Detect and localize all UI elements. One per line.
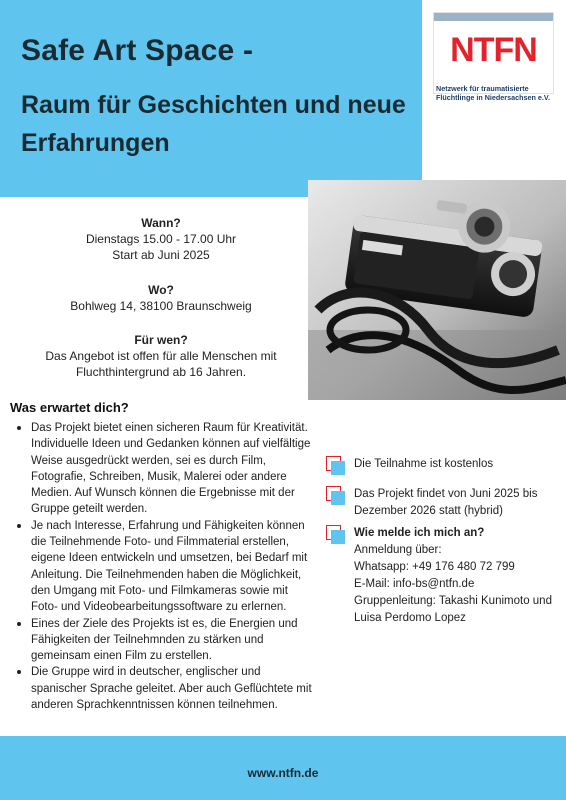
info-when xyxy=(16,215,306,263)
info-where xyxy=(16,282,306,314)
logo-frame xyxy=(433,12,554,94)
period-item xyxy=(326,486,561,526)
page-subtitle: Raum für Geschichten und neue Erfahrungen xyxy=(21,91,406,157)
info-who xyxy=(26,332,296,380)
register-block xyxy=(354,525,564,627)
register-item xyxy=(326,525,561,635)
when-start: Start ab Juni 2025 xyxy=(112,248,210,262)
free-text: Die Teilnahme ist kostenlos xyxy=(354,458,494,470)
logo-subtitle: Netzwerk für traumatisierte Flüchtlinge in Niedersachsen e.V. xyxy=(436,84,550,102)
expect-list xyxy=(14,420,314,713)
checkbox-icon xyxy=(326,456,348,478)
register-heading: Wie melde ich mich an? xyxy=(354,527,485,539)
register-label: Anmeldung über: xyxy=(354,544,442,556)
when-label: Wann? xyxy=(141,216,181,230)
camera-photo xyxy=(308,180,566,400)
free-item xyxy=(326,456,561,480)
expect-heading: Was erwartet dich? xyxy=(10,400,129,415)
page-title: Safe Art Space - xyxy=(21,34,254,67)
logo-top-bar xyxy=(434,13,553,21)
who-text: Das Angebot ist offen für alle Menschen mit Fluchthintergrund ab 16 Jahren. xyxy=(45,349,277,379)
where-label: Wo? xyxy=(148,283,174,297)
email-contact: E-Mail: info-bs@ntfn.de xyxy=(354,578,475,590)
where-address: Bohlweg 14, 38100 Braunschweig xyxy=(70,299,252,313)
checkbox-icon xyxy=(326,486,348,508)
checkbox-icon xyxy=(326,525,348,547)
group-lead: Gruppenleitung: Takashi Kunimoto und Luisa Perdomo Lopez xyxy=(354,595,552,624)
list-item: Je nach Interesse, Erfahrung und Fähigkeiten können die Teilnehmende Foto- und Filmmaterial erstellen, eigene Ideen entwickeln und umsetzen, bei Bedarf mit Anleitung. Die Teilnehmenden haben die Möglichkeit, den Umgang mit Foto- und Filmkameras sowie mit Foto- und Videobearbeitungssoftware zu erlernen. xyxy=(14,518,314,616)
whatsapp-contact: Whatsapp: +49 176 480 72 799 xyxy=(354,561,515,573)
period-text: Das Projekt findet von Juni 2025 bis Dezember 2026 statt (hybrid) xyxy=(354,488,538,517)
list-item: Das Projekt bietet einen sicheren Raum für Kreativität. Individuelle Ideen und Gedanken können auf vielfältige Weise ausgedrückt werden, sei es durch Film, Fotografie, Schreiben, Musik, Malerei oder andere Medien. Auf Wunsch können die Ergebnisse mit der Gruppe geteilt werden. xyxy=(14,420,314,518)
footer-band xyxy=(0,736,566,800)
list-item: Die Gruppe wird in deutscher, englischer und spanischer Sprache geleitet. Aber auch Geflüchtete mit anderen Sprachkenntnissen können teilnehmen. xyxy=(14,664,314,713)
ntfn-logo xyxy=(422,0,566,180)
who-label: Für wen? xyxy=(134,333,188,347)
logo-wordmark: NTFN xyxy=(450,31,537,69)
website-link[interactable]: www.ntfn.de xyxy=(247,766,319,780)
when-time: Dienstags 15.00 - 17.00 Uhr xyxy=(85,232,237,246)
list-item: Eines der Ziele des Projekts ist es, die Energien und Fähigkeiten der Teilnehmnden zu stärken und gemeinsam einen Film zu erstellen. xyxy=(14,616,314,665)
